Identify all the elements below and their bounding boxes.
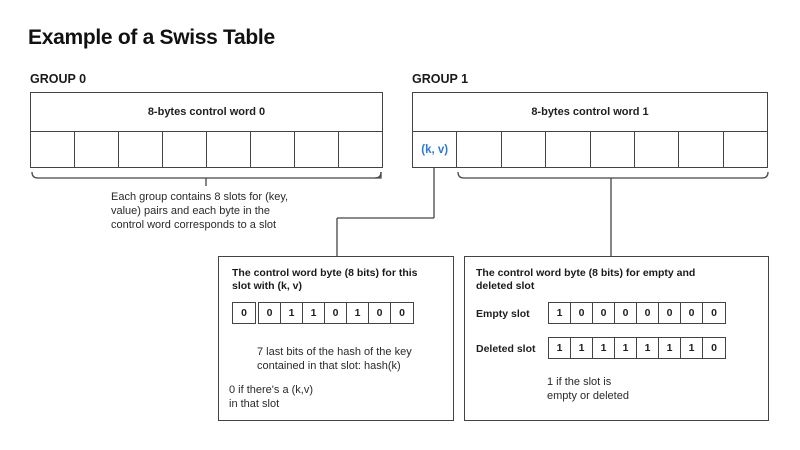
panel-empty-deleted-control-byte [464,256,769,421]
panel-left-title [232,267,418,293]
control-word-0-title: 8-bytes control word 0 [31,93,382,132]
panel-title-line: deleted slot [476,280,535,292]
empty-slot-bits [548,302,726,324]
control-word-1-title: 8-bytes control word 1 [413,93,767,132]
note-line: Each group contains 8 slots for (key, [111,191,289,203]
flag-bit-note [229,383,379,411]
bit: 0 [637,303,659,323]
bit: 0 [711,342,717,354]
deleted-slot-bits [548,337,726,359]
bit: 0 [593,303,615,323]
bit: 1 [637,338,659,358]
group-1-label: GROUP 1 [412,72,469,86]
note-line: 1 if the slot is [547,376,612,388]
bit: 1 [593,338,615,358]
bit: 0 [681,303,703,323]
bit: 1 [659,338,681,358]
panel-title-line: The control word byte (8 bits) for empty and [476,267,696,279]
bit: 1 [281,303,303,323]
note-line: 0 if there's a (k,v) [229,384,314,396]
panel-right-title [476,267,695,293]
panel-title-line: The control word byte (8 bits) for this [232,267,418,279]
bit: 0 [399,307,405,319]
deleted-slot-label: Deleted slot [476,343,536,355]
group-0-label: GROUP 0 [30,72,87,86]
panel-title-line: slot with (k, v) [232,280,303,292]
kv-control-byte-bits [232,302,256,324]
bit: 1 [571,338,593,358]
bit: 0 [571,303,593,323]
bit: 0 [259,303,281,323]
bit: 0 [659,303,681,323]
bit: 0 [325,303,347,323]
note-line: control word corresponds to a slot [111,219,277,231]
group-0-bracket-right [375,172,381,178]
group-1-bracket [458,172,768,178]
bit: 1 [549,303,571,323]
bit: 1 [347,303,369,323]
note-line: in that slot [229,398,280,410]
note-line: 7 last bits of the hash of the key [257,346,412,358]
panel-kv-control-byte [218,256,454,421]
empty-deleted-flag-note [547,375,697,403]
empty-slot-label: Empty slot [476,308,530,320]
note-line: contained in that slot: hash(k) [257,360,401,372]
bit: 1 [681,338,703,358]
bit: 0 [711,307,717,319]
bit: 0 [241,307,247,319]
page-title: Example of a Swiss Table [28,26,275,49]
bit: 0 [369,303,391,323]
kv-hash-bits [258,302,414,324]
note-line: value) pairs and each byte in the [111,205,270,217]
bit: 1 [549,338,571,358]
group-0-bracket [32,172,381,178]
bit: 1 [303,303,325,323]
hash-bits-note [257,345,447,373]
bit: 0 [615,303,637,323]
group-1-slot-kv: (k, v) [413,132,457,168]
bit: 1 [615,338,637,358]
note-line: empty or deleted [547,390,629,402]
